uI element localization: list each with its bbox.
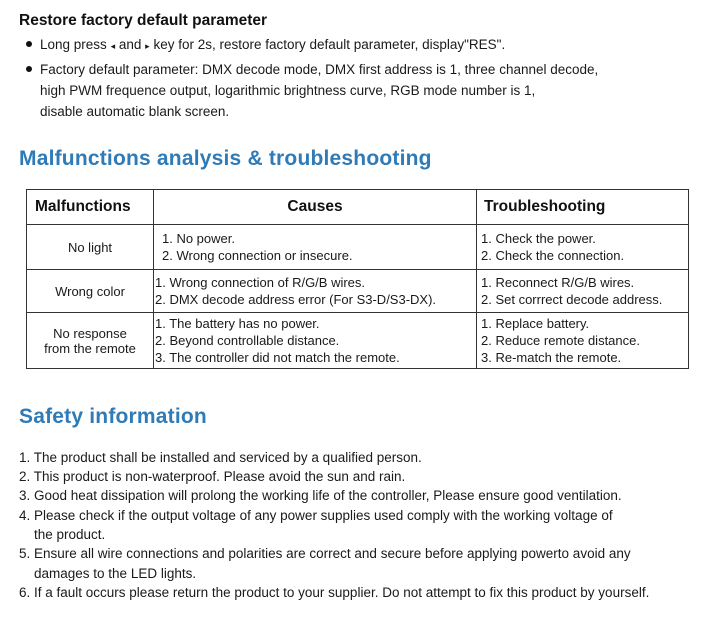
safety-item-4-continued: the product. [34,527,106,542]
malfunctions-heading: Malfunctions analysis & troubleshooting [19,147,432,170]
troubleshooting-line: 2. Check the connection. [481,248,625,263]
table-header-row [27,190,689,225]
cause-line: 1. The battery has no power. [155,316,320,331]
troubleshooting-cell [477,270,689,313]
malfunction-cell [27,225,154,270]
right-arrow-icon: ▸ [145,41,150,51]
cause-line: 1. Wrong connection of R/G/B wires. [155,275,366,290]
bullet1-text-and: and [118,37,142,52]
safety-item-5-continued: damages to the LED lights. [34,566,197,581]
safety-item-1: 1. The product shall be installed and serviced by a qualified person. [19,450,422,465]
malfunction-text: No light [67,239,113,255]
safety-item-6: 6. If a fault occurs please return the product to your supplier. Do not attempt to fix this product by yourself. [19,585,650,600]
troubleshooting-line: 1. Check the power. [481,231,596,246]
troubleshooting-cell [477,225,689,270]
restore-bullet-2-line-3: disable automatic blank screen. [40,104,230,119]
causes-cell [154,313,477,369]
left-arrow-icon: ◂ [110,41,116,51]
troubleshooting-line: 1. Reconnect R/G/B wires. [481,275,635,290]
bullet1-text-b: key for 2s, restore factory default parameter, display"RES". [153,37,506,52]
safety-item-5: 5. Ensure all wire connections and polarities are correct and secure before applying powerto avoid any [19,546,631,561]
restore-heading: Restore factory default parameter [19,12,268,29]
header-causes: Causes [154,190,477,225]
bullet-dot-icon [26,66,32,72]
troubleshooting-line: 3. Re-match the remote. [481,350,622,365]
restore-bullet-2-line-1 [26,62,598,77]
cause-line: 2. Beyond controllable distance. [155,333,340,348]
malfunction-text: from the remote [44,340,136,356]
cause-line: 1. No power. [162,231,235,246]
safety-item-3: 3. Good heat dissipation will prolong the working life of the controller, Please ensure good ventilation. [19,488,622,503]
causes-cell [154,270,477,313]
malfunction-text: Wrong color [55,283,125,299]
restore-bullet-1 [26,37,505,52]
troubleshooting-line: 2. Set corrrect decode address. [481,292,663,307]
table-row [27,270,689,313]
cause-line: 3. The controller did not match the remote. [155,350,400,365]
troubleshooting-cell [477,313,689,369]
bullet1-text-a: Long press [40,37,107,52]
troubleshooting-table [26,189,689,369]
malfunction-cell [27,313,154,369]
safety-item-2: 2. This product is non-waterproof. Please avoid the sun and rain. [19,469,406,484]
malfunction-cell [27,270,154,313]
safety-item-4: 4. Please check if the output voltage of any power supplies used comply with the working voltage of [19,508,613,523]
table-row [27,225,689,270]
restore-bullet-2-line-2: high PWM frequence output, logarithmic brightness curve, RGB mode number is 1, [40,83,536,98]
malfunction-text: No response [53,325,127,341]
bullet-dot-icon [26,41,32,47]
troubleshooting-line: 2. Reduce remote distance. [481,333,640,348]
table-row [27,313,689,369]
header-troubleshooting: Troubleshooting [477,190,689,225]
header-malfunctions: Malfunctions [27,190,154,225]
safety-heading: Safety information [19,405,207,428]
cause-line: 2. DMX decode address error (For S3-D/S3-DX). [155,292,437,307]
cause-line: 2. Wrong connection or insecure. [162,248,353,263]
causes-cell [154,225,477,270]
bullet2-line-text: Factory default parameter: DMX decode mode, DMX first address is 1, three channel decode, [40,62,599,77]
troubleshooting-line: 1. Replace battery. [481,316,590,331]
